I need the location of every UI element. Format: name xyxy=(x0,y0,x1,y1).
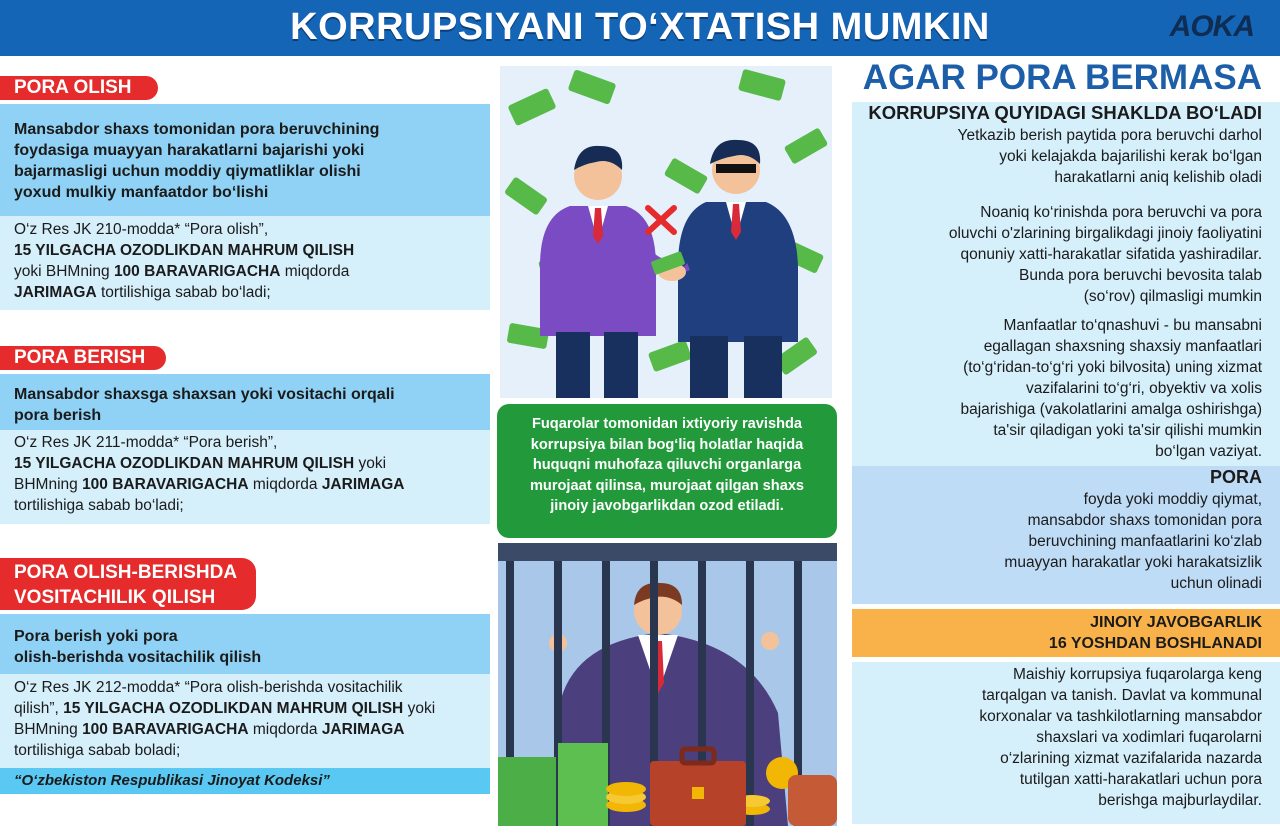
law-penalty: 15 YILGACHA OZODLIKDAN MAHRUM QILISH xyxy=(14,455,355,472)
paragraph-line: foyda yoki moddiy qiymat, xyxy=(1083,491,1262,508)
paragraph-line: ta'sir qiladigan yoki ta'sir qilishi mumkin xyxy=(993,422,1262,439)
handshake-illustration xyxy=(500,66,832,398)
law-line: BHMning 100 BARAVARIGACHA miqdorda JARIMAGA xyxy=(14,721,405,738)
pora-title: PORA xyxy=(1209,467,1262,487)
fine-amount: 100 BARAVARIGACHA xyxy=(82,476,249,493)
fine-amount: 100 BARAVARIGACHA xyxy=(113,263,281,280)
paragraph-line: tarqalgan va tanish. Davlat va kommunal xyxy=(981,687,1262,704)
law-line: tortilishiga sabab bo‘ladi; xyxy=(14,497,184,514)
law-line: BHMning 100 BARAVARIGACHA miqdorda JARIMAGA xyxy=(14,476,405,493)
definition-line: Pora berish yoki pora xyxy=(14,628,178,645)
notice-line: korrupsiya bilan bog‘liq holatlar haqida xyxy=(530,436,804,453)
fine-label: JARIMAGA xyxy=(321,721,405,738)
paragraph-line: bajarishiga (vakolatlarini amalga oshirishga) xyxy=(960,401,1262,418)
definition-box-pora-olish xyxy=(0,104,490,216)
law-box-pora-berish xyxy=(0,430,490,524)
paragraph-line: egallagan shaxsning shaxsiy manfaatlari xyxy=(983,338,1262,355)
paragraph-line: Maishiy korrupsiya fuqarolarga keng xyxy=(1013,666,1262,683)
liability-age xyxy=(852,612,1262,654)
voluntary-report-notice xyxy=(497,404,837,538)
paragraph-line: (so‘rov) qilmasligi mumkin xyxy=(1083,288,1262,305)
law-box-pora-olish xyxy=(0,216,490,310)
pora-definition xyxy=(852,489,1262,594)
law-line: JARIMAGA tortilishiga sabab bo‘ladi; xyxy=(14,284,271,301)
definition-line: pora berish xyxy=(14,407,102,424)
definition-line: foydasiga muayyan harakatlarni bajarishi yoki xyxy=(14,142,365,159)
liability-line: JINOIY JAVOBGARLIK xyxy=(1090,614,1262,631)
source-citation: “O‘zbekiston Respublikasi Jinoyat Kodeksi” xyxy=(0,768,490,794)
paragraph-line: Manfaatlar to‘qnashuvi - bu mansabni xyxy=(1003,317,1262,334)
fine-label: JARIMAGA xyxy=(321,476,405,493)
law-line: 15 YILGACHA OZODLIKDAN MAHRUM QILISH yoki xyxy=(14,455,387,472)
paragraph-line: Noaniq ko‘rinishda pora beruvchi va pora xyxy=(980,204,1262,221)
law-line: O‘z Res JK 210-modda* “Pora olish”, xyxy=(14,221,269,238)
fine-amount: 100 BARAVARIGACHA xyxy=(82,721,249,738)
section-tag-vositachilik xyxy=(0,558,256,610)
form-paragraph-3 xyxy=(852,315,1262,462)
paragraph-line: shaxslari va xodimlari fuqarolarni xyxy=(1036,729,1262,746)
fine-label: JARIMAGA xyxy=(14,284,97,301)
law-line: yoki BHMning 100 BARAVARIGACHA miqdorda xyxy=(14,263,350,280)
paragraph-line: vazifalarini to‘g‘ri, obyektiv va xolis xyxy=(1025,380,1262,397)
notice-line: jinoiy javobgarlikdan ozod etiladi. xyxy=(550,498,784,514)
definition-line: bajarmasligi uchun moddiy qiymatliklar olishi xyxy=(14,163,361,180)
section-tag-pora-olish: PORA OLISH xyxy=(0,76,158,100)
section-tag-pora-berish: PORA BERISH xyxy=(0,346,166,370)
domestic-corruption-text xyxy=(852,664,1262,811)
definition-box-pora-berish xyxy=(0,374,490,430)
liability-line: 16 YOSHDAN BOSHLANADI xyxy=(1048,635,1262,652)
notice-line: murojaat qilinsa, murojaat qilgan shaxs xyxy=(529,477,805,494)
brand-logo: AOKA xyxy=(1169,10,1254,43)
page-title: KORRUPSIYANI TO‘XTATISH MUMKIN xyxy=(290,6,990,48)
law-line: tortilishiga sabab boladi; xyxy=(14,742,181,759)
prison-bars-illustration xyxy=(498,543,837,826)
definition-line: Mansabdor shaxsga shaxsan yoki vositachi orqali xyxy=(14,386,395,403)
paragraph-line: yoki kelajakda bajarilishi kerak bo‘lgan xyxy=(999,148,1262,165)
paragraph-line: Yetkazib berish paytida pora beruvchi darhol xyxy=(957,127,1262,144)
paragraph-line: Bunda pora beruvchi bevosita talab xyxy=(1019,267,1262,284)
header-bar xyxy=(0,0,1280,56)
paragraph-line: mansabdor shaxs tomonidan pora xyxy=(1027,512,1262,529)
paragraph-line: korxonalar va tashkilotlarning mansabdor xyxy=(979,708,1262,725)
paragraph-line: beruvchining manfaatlarini ko‘zlab xyxy=(1028,533,1262,550)
tag-line: VOSITACHILIK QILISH xyxy=(14,587,216,608)
form-paragraph-2 xyxy=(852,202,1262,307)
definition-box-vositachilik xyxy=(0,614,490,674)
paragraph-line: o‘zlarining xizmat vazifalarida nazarda xyxy=(1000,750,1262,767)
definition-line: Mansabdor shaxs tomonidan pora beruvchining xyxy=(14,121,380,138)
paragraph-line: uchun olinadi xyxy=(1170,575,1262,592)
notice-line: Fuqarolar tomonidan ixtiyoriy ravishda xyxy=(531,416,803,432)
paragraph-line: berishga majburlaydilar. xyxy=(1098,792,1262,809)
law-line: qilish”, 15 YILGACHA OZODLIKDAN MAHRUM QILISH yoki xyxy=(14,700,436,717)
paragraph-line: tutilgan xatti-harakatlari uchun pora xyxy=(1019,771,1262,788)
form-paragraph-1 xyxy=(852,125,1262,188)
tag-line: PORA OLISH-BERISHDA xyxy=(14,562,238,583)
definition-line: olish-berishda vositachilik qilish xyxy=(14,649,262,666)
paragraph-line: muayyan harakatlar yoki harakatsizlik xyxy=(1004,554,1262,571)
law-box-vositachilik xyxy=(0,674,490,768)
definition-line: yoxud mulkiy manfaatdor bo‘lishi xyxy=(14,184,269,201)
law-penalty: 15 YILGACHA OZODLIKDAN MAHRUM QILISH xyxy=(63,700,404,717)
law-penalty: 15 YILGACHA OZODLIKDAN MAHRUM QILISH xyxy=(14,242,355,259)
paragraph-line: (to‘g‘ridan-to‘g‘ri yoki bilvosita) uning xizmat xyxy=(963,359,1262,376)
paragraph-line: bo‘lgan vaziyat. xyxy=(1155,443,1262,460)
paragraph-line: harakatlarni aniq kelishib oladi xyxy=(1054,169,1262,186)
law-line: O‘z Res JK 211-modda* “Pora berish”, xyxy=(14,434,278,451)
right-heading: AGAR PORA BERMASA xyxy=(862,58,1262,97)
notice-line: huquqni muhofaza qiluvchi organlarga xyxy=(532,457,802,473)
paragraph-line: oluvchi o'zlarining birgalikdagi jinoiy faoliyatini xyxy=(948,225,1262,242)
forms-subheading: KORRUPSIYA QUYIDAGI SHAKLDA BO‘LADI xyxy=(868,102,1262,123)
paragraph-line: qonuniy xatti-harakatlar sifatida yashiradilar. xyxy=(960,246,1262,263)
law-line: O‘z Res JK 212-modda* “Pora olish-berishda vositachilik xyxy=(14,679,403,696)
